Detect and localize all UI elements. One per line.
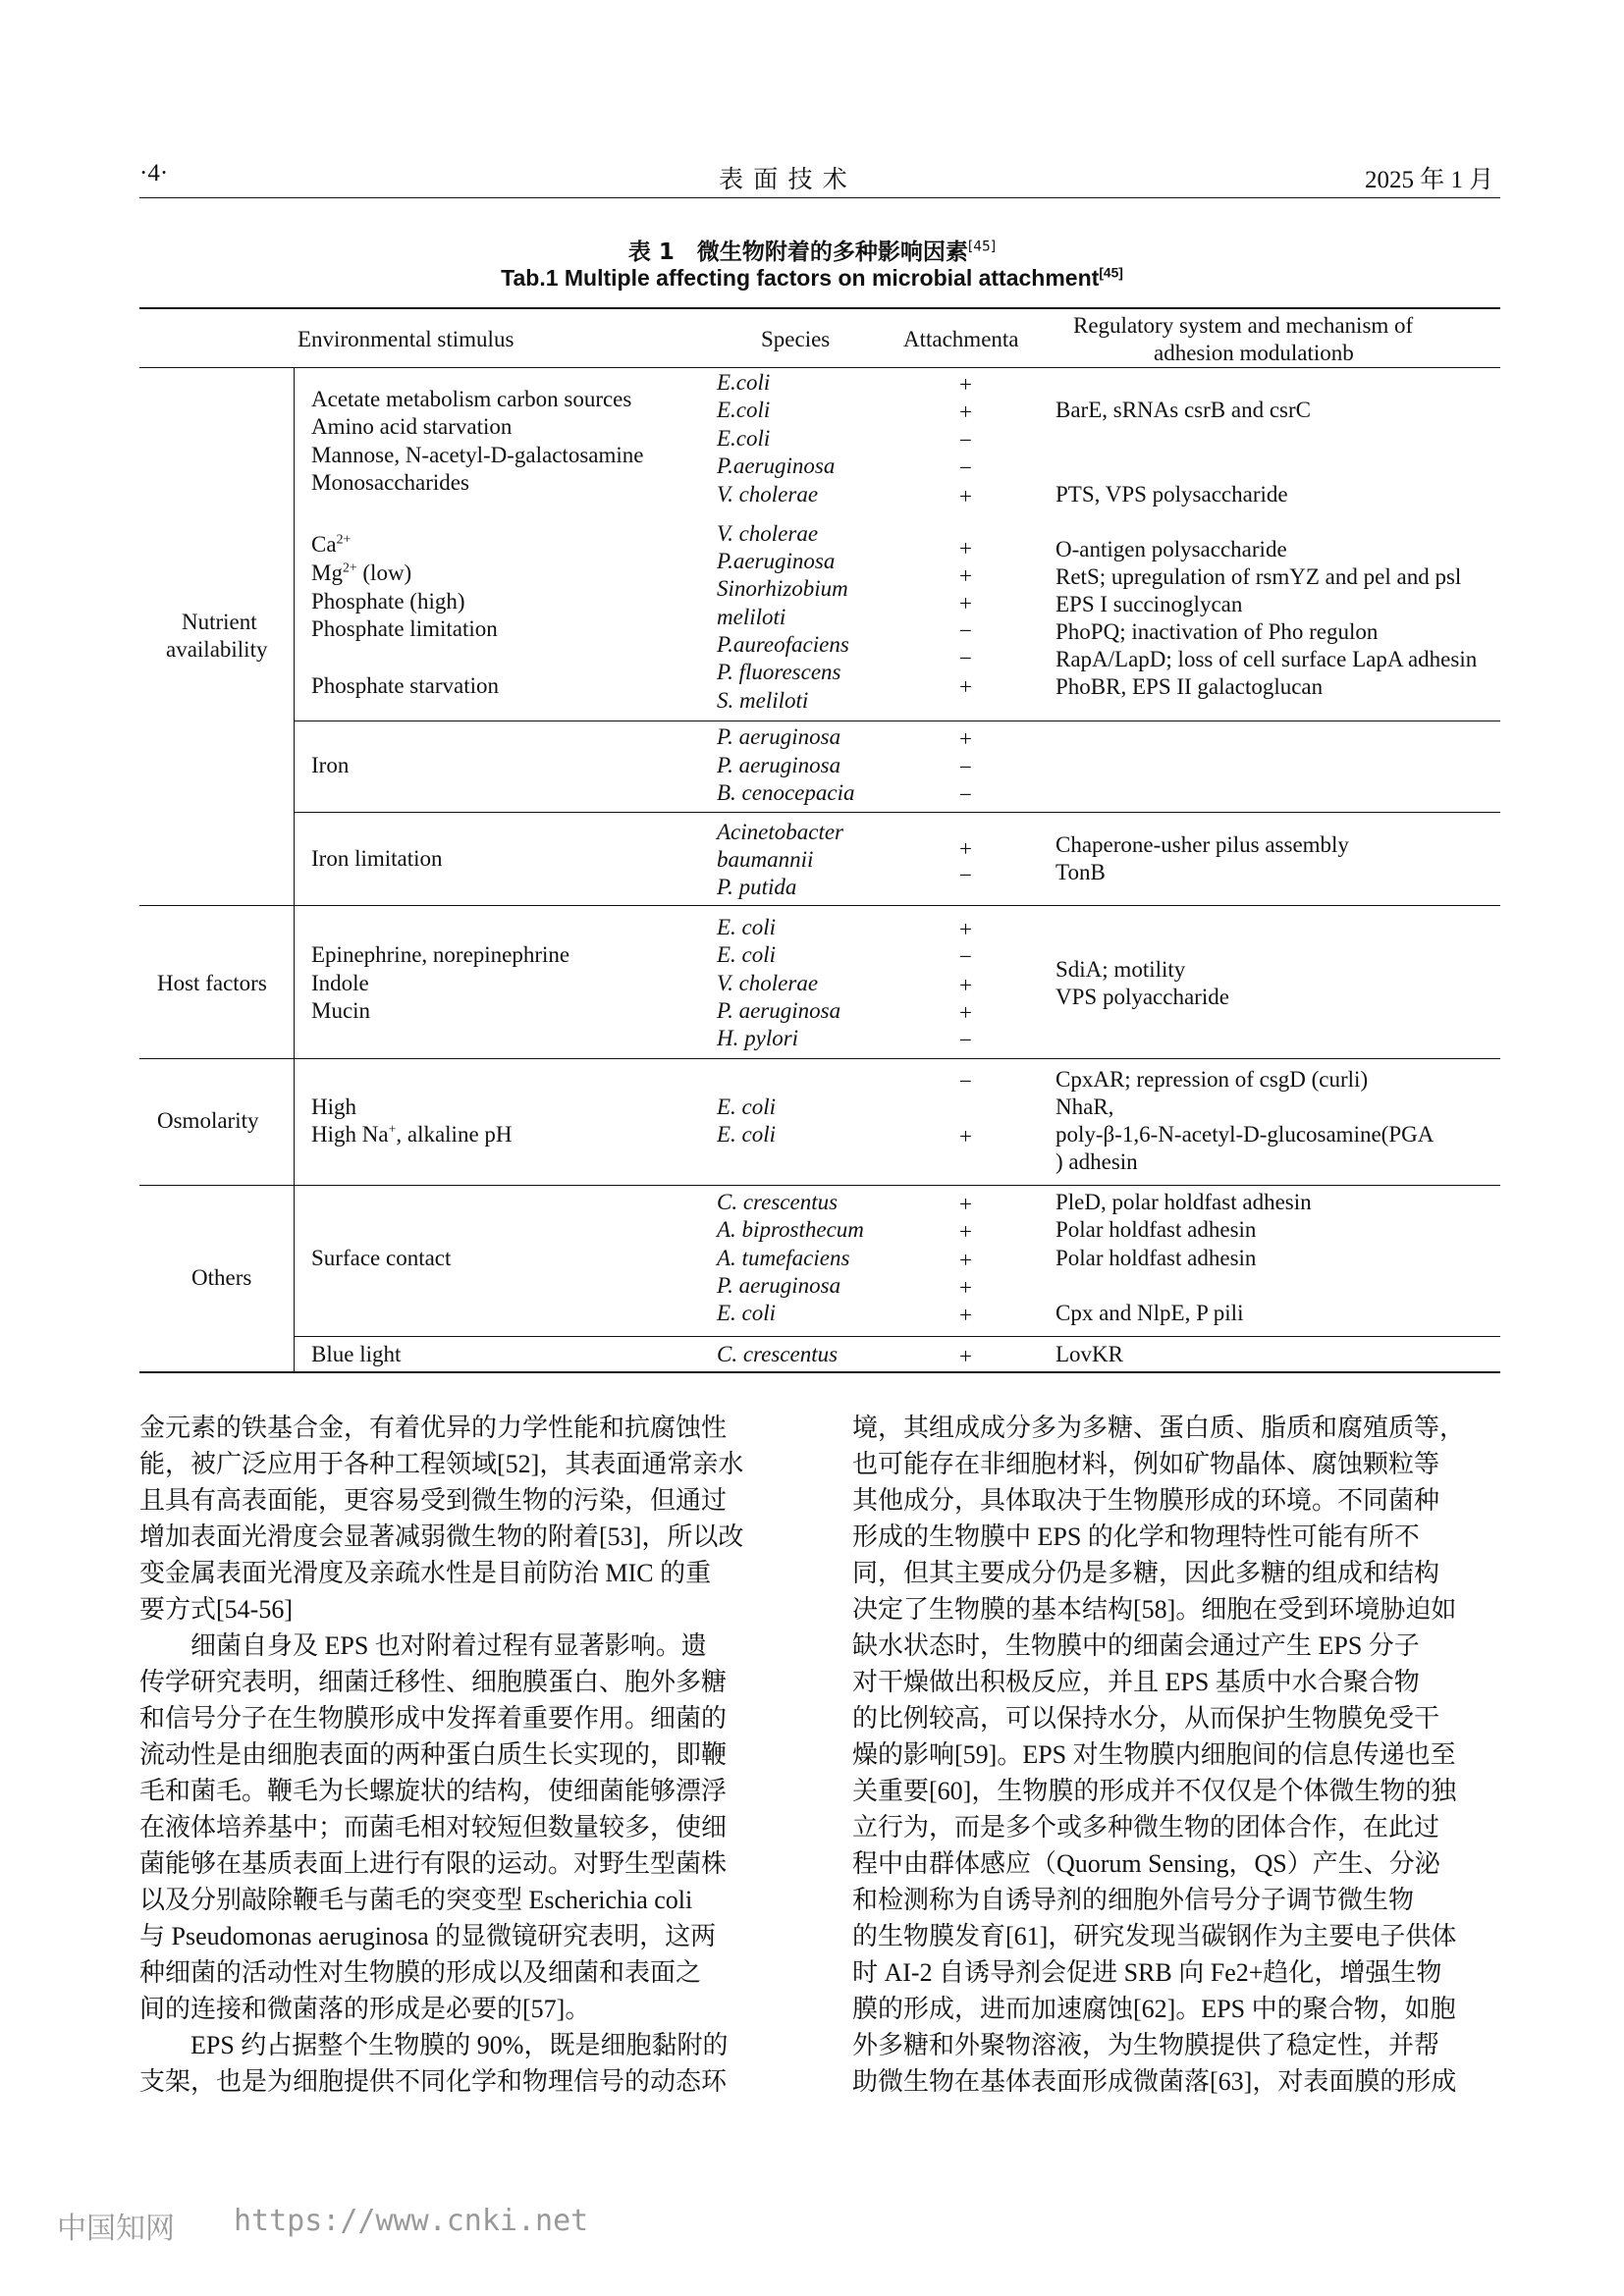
footer-site: 中国知网 bbox=[57, 2212, 175, 2246]
species-cell: C. crescentus bbox=[717, 1190, 839, 1214]
attachment-cell: − bbox=[959, 782, 972, 807]
regulatory-cell: Chaperone-usher pilus assembly bbox=[1056, 832, 1349, 857]
species-cell: E. coli bbox=[717, 915, 777, 939]
attachment-cell: − bbox=[959, 1028, 972, 1052]
attachment-cell: − bbox=[959, 646, 972, 670]
regulatory-cell: NhaR, bbox=[1056, 1095, 1114, 1119]
species-cell: E.coli bbox=[717, 398, 771, 422]
species-cell: E.coli bbox=[717, 370, 771, 395]
body-line: 形成的生物膜中 EPS 的化学和物理特性可能有所不 bbox=[852, 1522, 1420, 1551]
regulatory-cell: RapA/LapD; loss of cell surface LapA adhesin bbox=[1056, 647, 1478, 671]
body-line: 程中由群体感应（Quorum Sensing，QS）产生、分泌 bbox=[852, 1849, 1440, 1878]
stimulus-cell: $Mg^{2+}$ (low) bbox=[311, 560, 412, 585]
species-cell: A. biprosthecum bbox=[717, 1217, 864, 1242]
species-cell: C. crescentus bbox=[717, 1342, 839, 1366]
body-line: 对干燥做出积极反应，并且 EPS 基质中水合聚合物 bbox=[852, 1668, 1420, 1696]
attachment-cell: + bbox=[959, 1192, 972, 1216]
body-line: 支架，也是为细胞提供不同化学和物理信号的动态环 bbox=[139, 2067, 728, 2096]
regulatory-cell: Polar holdfast adhesin bbox=[1056, 1246, 1257, 1270]
attachment-cell: − bbox=[959, 618, 972, 643]
body-line: 立行为，而是多个或多种微生物的团体合作，在此过 bbox=[852, 1813, 1440, 1842]
body-line: 增加表面光滑度会显著减弱微生物的附着[53]，所以改 bbox=[139, 1522, 744, 1551]
species-cell: P.aureofaciens bbox=[717, 632, 849, 657]
regulatory-cell: RetS; upregulation of rsmYZ and pel and psl bbox=[1056, 564, 1462, 589]
body-line: 关重要[60]，生物膜的形成并不仅仅是个体微生物的独 bbox=[852, 1777, 1457, 1805]
regulatory-cell: TonB bbox=[1056, 860, 1106, 884]
stimulus-cell: Mannose, N-acetyl-D-galactosamine bbox=[311, 443, 644, 467]
species-cell: E. coli bbox=[717, 1122, 777, 1147]
group-osmolarity: Osmolarity bbox=[157, 1108, 259, 1133]
regulatory-cell: PleD, polar holdfast adhesin bbox=[1056, 1190, 1312, 1214]
species-cell: V. cholerae bbox=[717, 971, 819, 995]
table-caption-cn: 表 1 微生物附着的多种影响因素[45] bbox=[627, 239, 997, 265]
body-line: 境，其组成成分多为多糖、蛋白质、脂质和腐殖质等， bbox=[852, 1414, 1466, 1442]
species-cell: P. fluorescens bbox=[717, 660, 841, 684]
stimulus-cell: Iron bbox=[311, 753, 350, 777]
group-others: Others bbox=[191, 1265, 252, 1290]
species-cell: E. coli bbox=[717, 1301, 777, 1325]
body-line: 变金属表面光滑度及亲疏水性是目前防治 MIC 的重 bbox=[139, 1559, 712, 1587]
group-divider bbox=[139, 1058, 1500, 1059]
species-cell: A. tumefaciens bbox=[717, 1246, 850, 1270]
species-cell: P. aeruginosa bbox=[717, 724, 841, 749]
species-cell: Sinorhizobium bbox=[717, 576, 848, 601]
group-nutrient: Nutrient bbox=[182, 610, 257, 634]
table-bottom-rule bbox=[139, 1371, 1500, 1373]
stimulus-cell: High bbox=[311, 1095, 356, 1119]
species-cell: E.coli bbox=[717, 426, 771, 451]
attachment-cell: + bbox=[959, 1344, 972, 1368]
header-attachment: Attachmenta bbox=[903, 327, 1019, 351]
attachment-cell: + bbox=[959, 372, 972, 397]
attachment-cell: + bbox=[959, 536, 972, 561]
table-top-rule bbox=[139, 307, 1500, 309]
stimulus-cell: Epinephrine, norepinephrine bbox=[311, 942, 570, 967]
species-cell: P.aeruginosa bbox=[717, 454, 836, 478]
stimulus-cell: Acetate metabolism carbon sources bbox=[311, 387, 632, 411]
body-line: 的比例较高，可以保持水分，从而保护生物膜免受干 bbox=[852, 1704, 1440, 1733]
row-divider bbox=[295, 1336, 1500, 1337]
attachment-cell: + bbox=[959, 674, 972, 699]
body-line: 金元素的铁基合金，有着优异的力学性能和抗腐蚀性 bbox=[139, 1414, 728, 1442]
body-line: 同，但其主要成分仍是多糖，因此多糖的组成和结构 bbox=[852, 1559, 1440, 1587]
regulatory-cell: Cpx and NlpE, P pili bbox=[1056, 1301, 1244, 1325]
body-line: 膜的形成，进而加速腐蚀[62]。EPS 中的聚合物，如胞 bbox=[852, 1995, 1456, 2023]
table-caption-en: Tab.1 Multiple affecting factors on microbial attachment[45] bbox=[501, 265, 1123, 291]
species-cell: P. aeruginosa bbox=[717, 998, 841, 1023]
body-line: 的生物膜发育[61]，研究发现当碳钢作为主要电子供体 bbox=[852, 1922, 1457, 1950]
species-cell: P. aeruginosa bbox=[717, 753, 841, 777]
attachment-cell: + bbox=[959, 836, 972, 861]
attachment-cell: + bbox=[959, 1124, 972, 1148]
species-cell: H. pylori bbox=[717, 1026, 799, 1050]
table-header-rule bbox=[139, 367, 1500, 368]
stimulus-cell: Iron limitation bbox=[311, 846, 443, 871]
body-line: 和信号分子在生物膜形成中发挥着重要作用。细菌的 bbox=[139, 1704, 728, 1733]
regulatory-cell: PhoPQ; inactivation of Pho regulon bbox=[1056, 619, 1379, 644]
body-line: 与 Pseudomonas aeruginosa 的显微镜研究表明，这两 bbox=[139, 1922, 717, 1950]
attachment-cell: + bbox=[959, 973, 972, 997]
species-cell: meliloti bbox=[717, 605, 786, 629]
header-rule bbox=[139, 197, 1500, 198]
regulatory-cell: poly-β-1,6-N-acetyl-D-glucosamine(PGA bbox=[1056, 1122, 1435, 1147]
body-line: 以及分别敲除鞭毛与菌毛的突变型 Escherichia coli bbox=[139, 1886, 693, 1914]
attachment-cell: + bbox=[959, 563, 972, 588]
regulatory-cell: PhoBR, EPS II galactoglucan bbox=[1056, 674, 1324, 699]
attachment-cell: + bbox=[959, 591, 972, 615]
attachment-cell: − bbox=[959, 944, 972, 969]
attachment-cell: − bbox=[959, 428, 972, 453]
stimulus-cell: Mucin bbox=[311, 998, 371, 1023]
attachment-cell: + bbox=[959, 1303, 972, 1327]
group-divider bbox=[139, 905, 1500, 906]
attachment-cell: − bbox=[959, 755, 972, 779]
attachment-cell: + bbox=[959, 484, 972, 508]
species-cell: baumannii bbox=[717, 847, 814, 872]
group-divider bbox=[139, 1185, 1500, 1186]
stimulus-cell: Phosphate (high) bbox=[311, 589, 465, 614]
stimulus-cell: Phosphate limitation bbox=[311, 616, 498, 641]
body-line: 间的连接和微菌落的形成是必要的[57]。 bbox=[139, 1995, 591, 2023]
issue-date: 2025 年 1 月 bbox=[1365, 167, 1494, 193]
body-line: 也可能存在非细胞材料，例如矿物晶体、腐蚀颗粒等 bbox=[852, 1450, 1440, 1478]
page-number: ·4· bbox=[139, 160, 169, 187]
stimulus-cell: Blue light bbox=[311, 1342, 402, 1366]
species-cell: P. putida bbox=[717, 875, 797, 899]
species-cell: P. aeruginosa bbox=[717, 1273, 841, 1298]
body-line: 外多糖和外聚物溶液，为生物膜提供了稳定性，并帮 bbox=[852, 2031, 1440, 2059]
species-cell: V. cholerae bbox=[717, 482, 819, 507]
regulatory-cell: Polar holdfast adhesin bbox=[1056, 1217, 1257, 1242]
body-line: 助微生物在基体表面形成微菌落[63]，对表面膜的形成 bbox=[852, 2067, 1457, 2096]
body-line: 种细菌的活动性对生物膜的形成以及细菌和表面之 bbox=[139, 1958, 702, 1987]
attachment-cell: + bbox=[959, 1275, 972, 1300]
regulatory-cell: CpxAR; repression of csgD (curli) bbox=[1056, 1067, 1369, 1092]
body-line: 传学研究表明，细菌迁移性、细胞膜蛋白、胞外多糖 bbox=[139, 1668, 728, 1696]
stimulus-cell: Monosaccharides bbox=[311, 470, 469, 495]
body-line: 菌能够在基质表面上进行有限的运动。对野生型菌株 bbox=[139, 1849, 728, 1878]
stimulus-cell: $Ca^{2+}$ bbox=[311, 531, 352, 557]
regulatory-cell: SdiA; motility bbox=[1056, 957, 1186, 982]
species-cell: E. coli bbox=[717, 942, 777, 967]
body-line: 毛和菌毛。鞭毛为长螺旋状的结构，使细菌能够漂浮 bbox=[139, 1777, 728, 1805]
row-divider bbox=[295, 812, 1500, 813]
species-cell: P.aeruginosa bbox=[717, 549, 836, 573]
journal-title: 表 面 技 术 bbox=[719, 167, 849, 193]
body-line: 流动性是由细胞表面的两种蛋白质生长实现的，即鞭 bbox=[139, 1740, 728, 1769]
regulatory-cell: O-antigen polysaccharide bbox=[1056, 537, 1287, 561]
footer-url[interactable]: https://www.cnki.net bbox=[234, 2204, 589, 2238]
attachment-cell: − bbox=[959, 1069, 972, 1094]
body-line: 和检测称为自诱导剂的细胞外信号分子调节微生物 bbox=[852, 1886, 1415, 1914]
header-regulatory: Regulatory system and mechanism of bbox=[1073, 313, 1414, 338]
regulatory-cell: ) adhesin bbox=[1056, 1149, 1138, 1174]
header-regulatory-cont: adhesion modulationb bbox=[1154, 341, 1354, 365]
body-line: 决定了生物膜的基本结构[58]。细胞在受到环境胁迫如 bbox=[852, 1595, 1457, 1624]
stimulus-cell: Amino acid starvation bbox=[311, 414, 513, 439]
group-nutrient-cont: availability bbox=[166, 637, 268, 662]
species-cell: E. coli bbox=[717, 1095, 777, 1119]
stimulus-cell: Phosphate starvation bbox=[311, 673, 499, 698]
attachment-cell: + bbox=[959, 726, 972, 751]
attachment-cell: + bbox=[959, 1000, 972, 1025]
body-line: 要方式[54-56] bbox=[139, 1595, 293, 1624]
body-line: EPS 约占据整个生物膜的 90%，既是细胞黏附的 bbox=[139, 2031, 729, 2059]
header-environmental-stimulus: Environmental stimulus bbox=[298, 327, 514, 351]
column-separator bbox=[294, 368, 295, 1371]
attachment-cell: + bbox=[959, 1248, 972, 1272]
stimulus-cell: Indole bbox=[311, 971, 369, 995]
attachment-cell: − bbox=[959, 455, 972, 480]
regulatory-cell: EPS I succinoglycan bbox=[1056, 592, 1243, 616]
species-cell: Acinetobacter bbox=[717, 820, 844, 844]
body-line: 时 AI-2 自诱导剂会促进 SRB 向 Fe2+趋化，增强生物 bbox=[852, 1958, 1442, 1987]
species-cell: B. cenocepacia bbox=[717, 780, 855, 805]
regulatory-cell: BarE, sRNAs csrB and csrC bbox=[1056, 398, 1311, 422]
stimulus-cell: High Na+, alkaline pH bbox=[311, 1121, 513, 1147]
group-host-factors: Host factors bbox=[157, 971, 267, 995]
body-line: 在液体培养基中；而菌毛相对较短但数量较多，使细 bbox=[139, 1813, 728, 1842]
header-species: Species bbox=[761, 327, 831, 351]
body-line: 燥的影响[59]。EPS 对生物膜内细胞间的信息传递也至 bbox=[852, 1740, 1456, 1769]
attachment-cell: + bbox=[959, 917, 972, 941]
regulatory-cell: VPS polyaccharide bbox=[1056, 985, 1229, 1009]
regulatory-cell: LovKR bbox=[1056, 1342, 1123, 1366]
attachment-cell: − bbox=[959, 863, 972, 887]
body-line: 缺水状态时，生物膜中的细菌会通过产生 EPS 分子 bbox=[852, 1631, 1420, 1660]
body-line: 细菌自身及 EPS 也对附着过程有显著影响。遗 bbox=[139, 1631, 707, 1660]
attachment-cell: + bbox=[959, 1219, 972, 1244]
species-cell: V. cholerae bbox=[717, 521, 819, 546]
stimulus-cell: Surface contact bbox=[311, 1246, 452, 1270]
attachment-cell: + bbox=[959, 400, 972, 424]
body-line: 能，被广泛应用于各种工程领域[52]，其表面通常亲水 bbox=[139, 1450, 744, 1478]
species-cell: S. meliloti bbox=[717, 688, 809, 713]
body-line: 且具有高表面能，更容易受到微生物的污染，但通过 bbox=[139, 1486, 728, 1515]
regulatory-cell: PTS, VPS polysaccharide bbox=[1056, 482, 1288, 507]
body-line: 其他成分，具体取决于生物膜形成的环境。不同菌种 bbox=[852, 1486, 1440, 1515]
